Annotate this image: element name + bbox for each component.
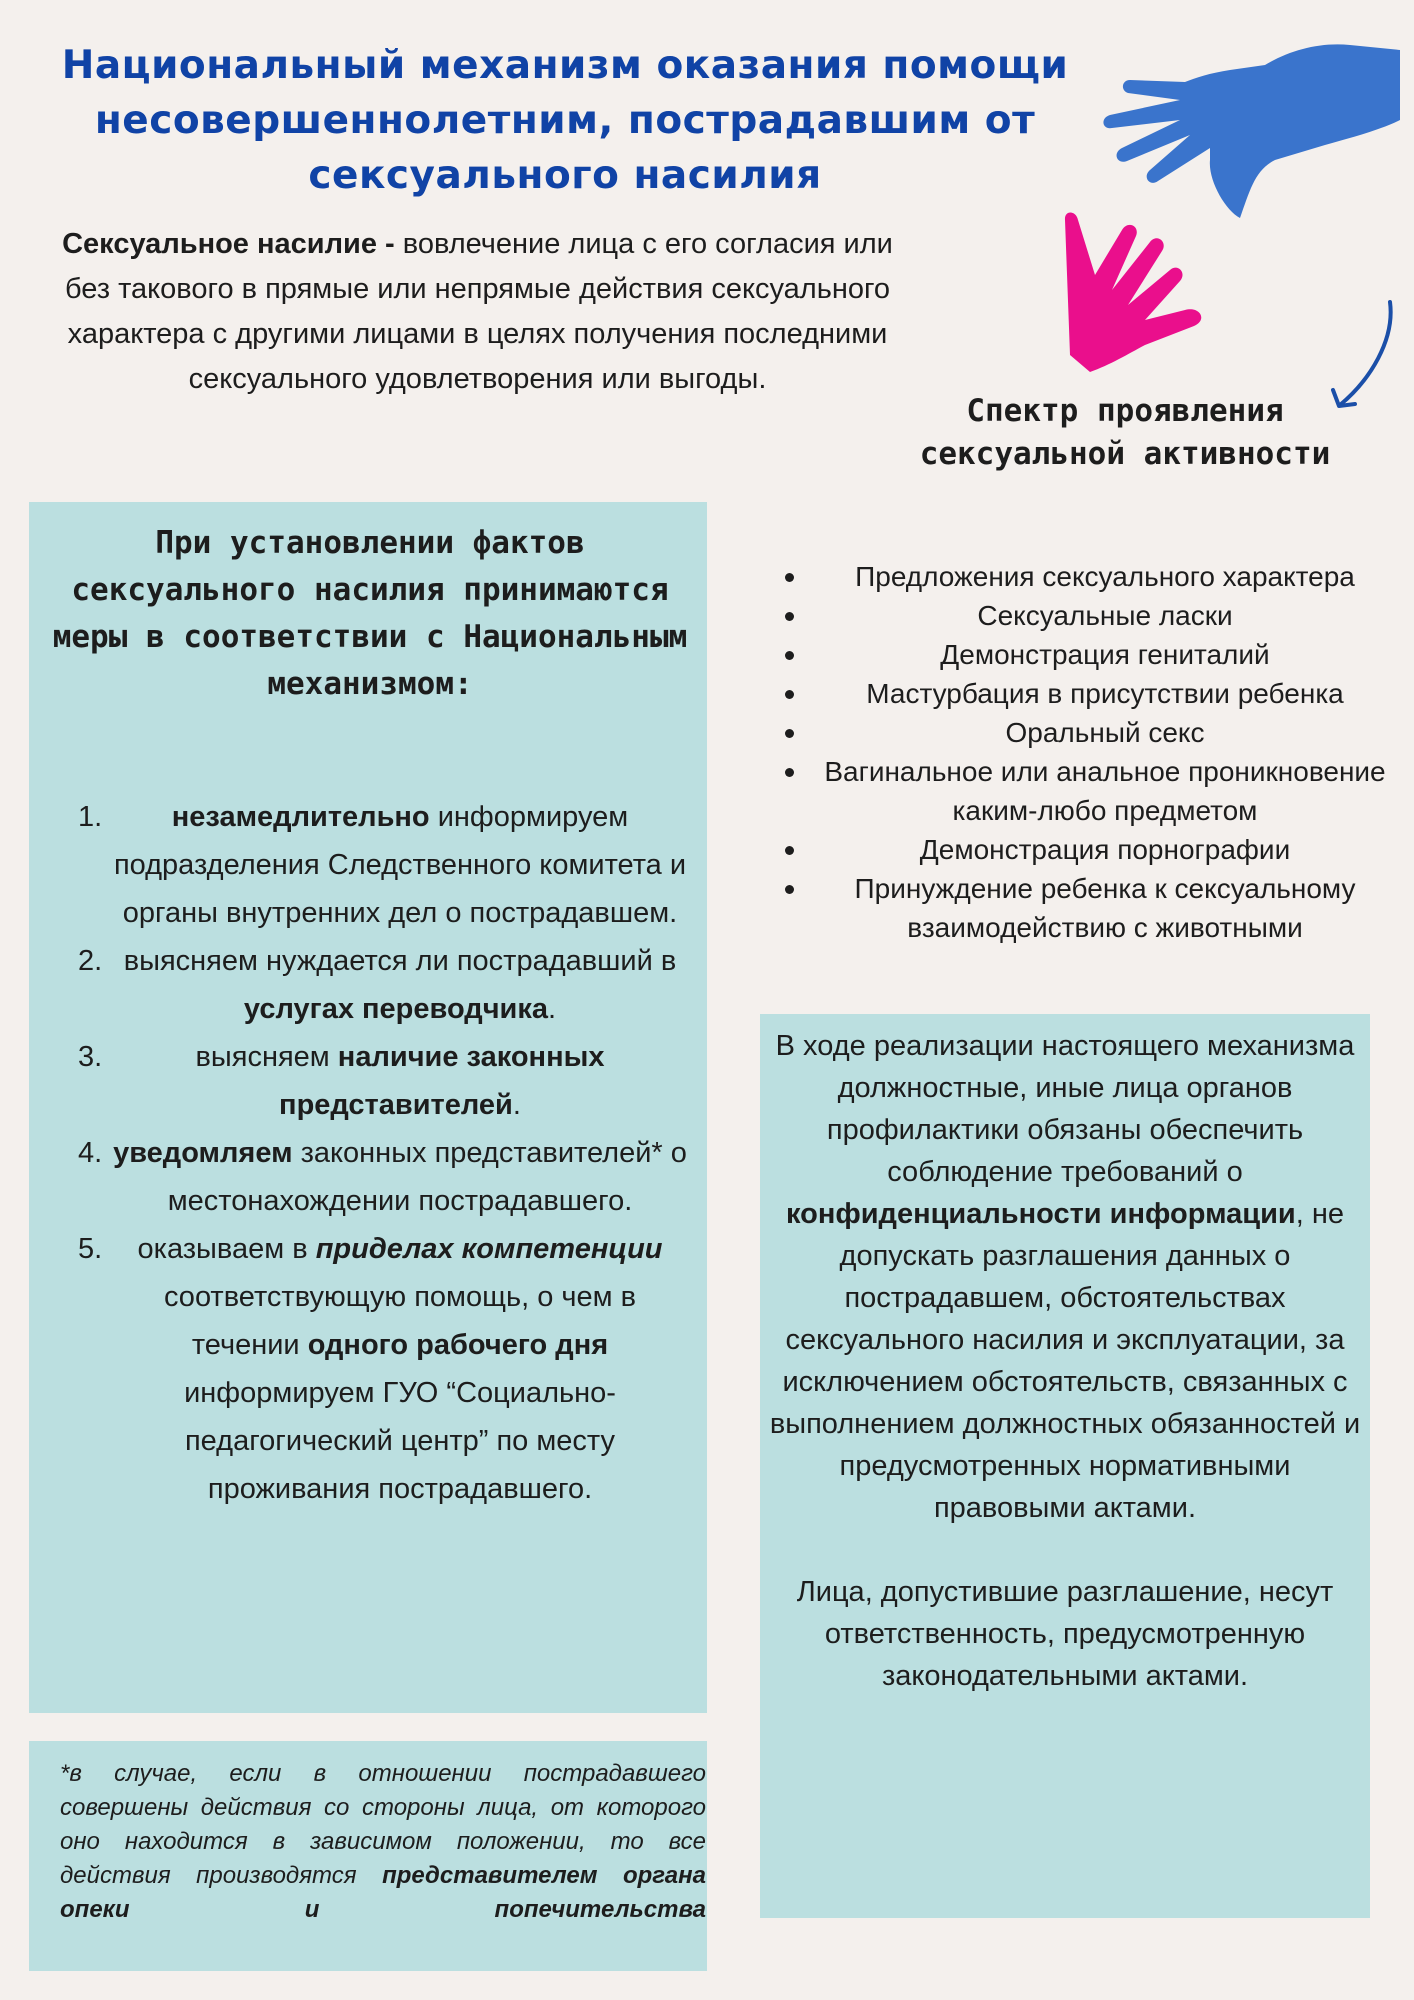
list-item: Демонстрация порнографии: [775, 830, 1395, 869]
list-item: [70, 1033, 690, 1129]
step-bold: наличие законных представителей: [279, 1041, 605, 1121]
step-text: .: [512, 1089, 521, 1121]
conf-bold: конфиденциальности информации: [785, 1198, 1296, 1230]
blue-hand-icon: [1103, 44, 1400, 218]
list-item: [70, 793, 690, 937]
footnote-text: *в случае, если в отношении пострадавшего совершены действия со стороны лица, от которого оно находится в зависимом положении, то все действия производятся: [60, 1760, 706, 1889]
list-item: Предложения сексуального характера: [775, 557, 1395, 596]
step-bold: незамедлительно: [171, 801, 430, 833]
step-number: 2.: [78, 945, 103, 977]
list-item: [70, 1129, 690, 1225]
step-bold: уведомляем: [113, 1137, 293, 1169]
page-title: Национальный механизм оказания помощи несовершеннолетним, пострадавшим от сексуального насилия: [61, 43, 1069, 198]
footnote: [60, 1757, 706, 1927]
arrow-icon: [1340, 302, 1391, 405]
list-item: Вагинальное или анальное проникновение каким-любо предметом: [775, 752, 1395, 830]
step-number: 3.: [78, 1041, 103, 1073]
confidentiality-text: [762, 1025, 1368, 1697]
responsibility-paragraph: Лица, допустившие разглашение, несут ответственность, предусмотренную законодательными актами.: [796, 1576, 1334, 1692]
step-bold: услугах переводчика: [243, 993, 548, 1025]
spectrum-list: [775, 557, 1395, 947]
list-item: Мастурбация в присутствии ребенка: [775, 674, 1395, 713]
conf-text: , не допускать разглашения данных о пострадавшем, обстоятельствах сексуального насилия и эксплуатации, за исключением обстоятельств, связанных с выполнением должностных обязанностей и предусмотренных нормативными правовыми актами.: [769, 1198, 1361, 1524]
confidentiality-paragraph: [762, 1025, 1368, 1529]
step-text: выясняем: [195, 1041, 338, 1073]
list-item: Сексуальные ласки: [775, 596, 1395, 635]
pink-hand-icon: [1065, 213, 1201, 373]
step-text: информируем ГУО “Социально-педагогический центр” по месту проживания пострадавшего.: [184, 1377, 616, 1505]
spectrum-title: Спектр проявления сексуальной активности: [919, 393, 1331, 472]
step-text: информируем подразделения Следственного комитета и органы внутренних дел о пострадавшем.: [113, 801, 687, 929]
conf-text: В ходе реализации настоящего механизма должностные, иные лица органов профилактики обязаны обеспечить соблюдение требований о: [775, 1030, 1355, 1188]
step-number: 1.: [78, 801, 103, 833]
measures-steps: [70, 793, 690, 1513]
list-item: [70, 937, 690, 1033]
helping-hands-illustration: [1050, 20, 1410, 420]
list-item: [70, 1225, 690, 1513]
definition-term: Сексуальное насилие -: [62, 228, 395, 260]
measures-title: При установлении фактов сексуального насилия принимаются меры в соответствии с Национальным механизмом:: [52, 525, 688, 702]
definition-text: вовлечение лица с его согласия или без такового в прямые или непрямые действия сексуального характера с другими лицами в целях получения последними сексуального удовлетворения или выгоды.: [64, 228, 893, 395]
step-text: выясняем нуждается ли пострадавший в: [123, 945, 677, 977]
step-text: законных представителей* о местонахождении пострадавшего.: [167, 1137, 687, 1217]
step-text: соответствующую помощь, о чем в течении: [163, 1281, 637, 1361]
list-item: Принуждение ребенка к сексуальному взаимодействию с животными: [775, 869, 1395, 947]
list-item: Оральный секс: [775, 713, 1395, 752]
definition: [55, 222, 900, 402]
step-bold: одного рабочего дня: [307, 1329, 609, 1361]
footnote-bold: представителем органа опеки и попечительства: [60, 1862, 706, 1923]
step-number: 4.: [78, 1137, 103, 1169]
list-item: Демонстрация гениталий: [775, 635, 1395, 674]
step-text: .: [548, 993, 557, 1025]
step-bold-italic: приделах компетенции: [315, 1233, 663, 1265]
step-number: 5.: [78, 1233, 103, 1265]
step-text: оказываем в: [137, 1233, 316, 1265]
